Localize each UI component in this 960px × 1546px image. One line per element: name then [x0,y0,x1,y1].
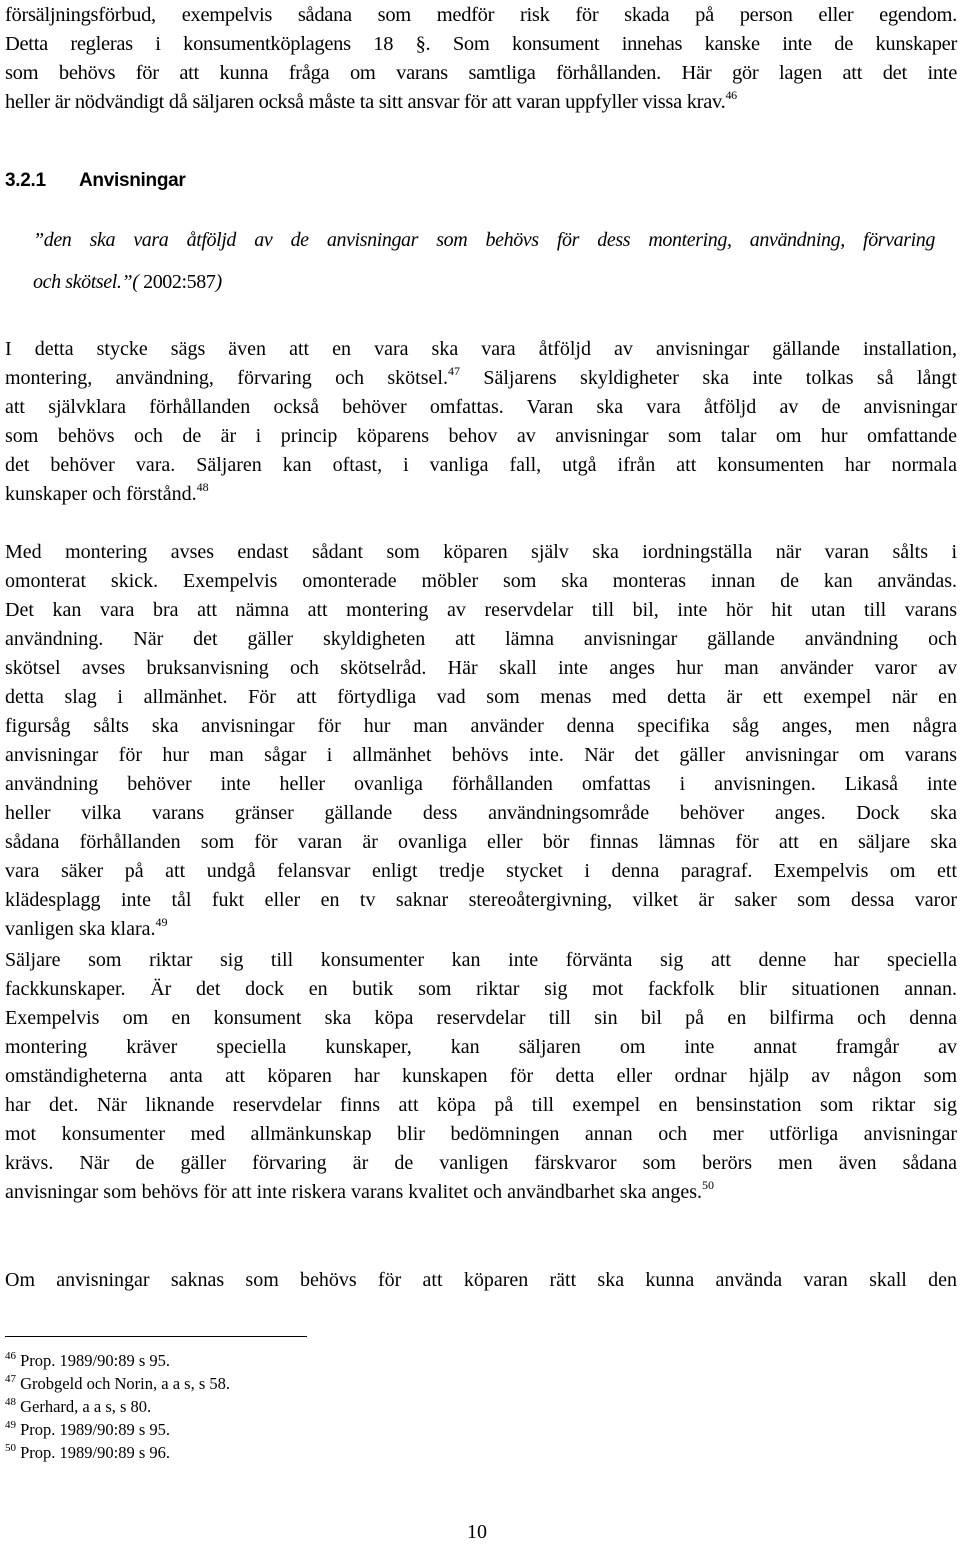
text-segment: vara säker på att undgå felansvar enligt tredje stycket i denna paragraf. Exempelvis om ett [5,860,957,882]
footnote [5,1418,230,1441]
section-number: 3.2.1 [5,170,46,191]
footnote-text: Prop. 1989/90:89 s 95. [20,1351,171,1370]
footnote-reference: 46 [725,88,737,102]
text-segment: har det. När liknande reservdelar finns att köpa på till exempel en bensinstation som riktar sig [5,1094,957,1116]
footnote-reference: 50 [702,1178,715,1192]
section-heading [5,168,186,194]
footnote [5,1372,230,1395]
text-line [5,799,957,828]
text-line [5,1178,957,1207]
text-segment: detta slag i allmänhet. För att förtydliga vad som menas med detta är ett exempel när en [5,686,957,708]
footnote [5,1441,230,1464]
text-line [5,1149,957,1178]
footnote-text: Gerhard, a a s, s 80. [20,1397,152,1416]
law-quote [33,219,935,303]
text-line [5,88,957,117]
text-line [5,770,957,799]
text-line [5,451,957,480]
footnote-number: 48 [5,1396,16,1408]
text-segment: krävs. När de gäller förvaring är de vanligen färskvaror som berörs men även sådana [5,1152,957,1174]
footnote-reference: 48 [196,480,209,494]
text-segment: montering, användning, förvaring och skötsel. [5,367,448,389]
text-line [5,857,957,886]
section-title: Anvisningar [79,170,186,191]
text-segment: Säljare som riktar sig till konsumenter kan inte förvänta sig att denne har speciella [5,949,957,971]
text-segment: Exempelvis om en konsument ska köpa reservdelar till sin bil på en bilfirma och denna [5,1007,957,1029]
footnote-number: 47 [5,1373,16,1385]
footnotes [5,1349,230,1464]
text-segment: heller är nödvändigt då säljaren också måste ta sitt ansvar för att varan uppfyller vissa krav. [5,91,726,113]
text-line [5,422,957,451]
text-segment: montering kräver speciella kunskaper, kan säljaren om inte annat framgår av [5,1036,957,1058]
text-segment: att självklara förhållanden också behöver omfattas. Varan ska vara åtföljd av de anvisningar [5,396,957,418]
quote-close: ) [215,271,222,293]
text-line [5,654,957,683]
text-segment: klädesplagg inte tål fukt eller en tv saknar stereoåtergivning, vilket är saker som dessa varor [5,889,957,911]
text-line [5,915,957,944]
text-line [5,59,957,88]
text-segment: kunskaper och förstånd. [5,483,197,505]
paragraph-1 [5,335,957,509]
text-segment: försäljningsförbud, exempelvis sådana som medför risk för skada på person eller egendom. [5,4,957,26]
text-segment: användning. När det gäller skyldigheten att lämna anvisningar gällande användning och [5,628,957,650]
text-segment: Detta regleras i konsumentköplagens 18 §. Som konsument innehas kanske inte de kunskaper [5,33,957,55]
text-segment: I detta stycke sägs även att en vara ska vara åtföljd av anvisningar gällande installation, [5,338,957,360]
text-line [5,683,957,712]
text-line [5,538,957,567]
text-line [5,712,957,741]
text-line [5,596,957,625]
text-segment: fackkunskaper. Är det dock en butik som riktar sig mot fackfolk blir situationen annan. [5,978,957,1000]
quote-text: och skötsel.”( [33,271,139,293]
paragraph-2 [5,538,957,944]
footnote [5,1395,230,1418]
footnote-reference: 47 [447,364,460,378]
text-line [5,567,957,596]
text-line [5,1062,957,1091]
footnote-reference: 49 [155,915,168,929]
text-line [5,975,957,1004]
text-line [5,393,957,422]
text-line [5,741,957,770]
text-segment: omständigheterna anta att köparen har kunskapen för detta eller ordnar hjälp av någon som [5,1065,957,1087]
text-segment: mot konsumenter med allmänkunskap blir bedömningen annan och mer utförliga anvisningar [5,1123,957,1145]
page-number: 10 [467,1521,487,1543]
text-line [5,364,957,393]
text-segment: sådana förhållanden som för varan är ovanliga eller bör finnas lämnas för att en säljare ska [5,831,957,853]
text-segment: figursåg sålts ska anvisningar för hur man använder denna specifika såg anges, men några [5,715,957,737]
text-line [5,886,957,915]
footnote-number: 46 [5,1350,16,1362]
paragraph-3 [5,946,957,1207]
footnote-separator [5,1336,307,1337]
text-segment: användning behöver inte heller ovanliga förhållanden omfattas i anvisningen. Likaså inte [5,773,957,795]
text-line [5,30,957,59]
text-line [5,1,957,30]
text-segment: det behöver vara. Säljaren kan oftast, i vanliga fall, utgå ifrån att konsumenten har normala [5,454,957,476]
text-segment: Det kan vara bra att nämna att montering av reservdelar till bil, inte hör hit utan till varans [5,599,957,621]
paragraph-intro [5,1,957,117]
text-line [5,1004,957,1033]
text-segment: anvisningar för hur man sågar i allmänhet behövs inte. När det gäller anvisningar om varans [5,744,957,766]
footnote-number: 49 [5,1419,16,1431]
text-line [5,1266,957,1295]
text-line [5,335,957,364]
text-segment: Säljarens skyldigheter ska inte tolkas så långt [459,367,957,389]
text-segment: som behövs och de är i princip köparens behov av anvisningar som talar om hur omfattande [5,425,957,447]
quote-reference: 2002:587 [138,271,216,293]
text-line [5,625,957,654]
text-segment: som behövs för att kunna fråga om varans samtliga förhållanden. Här gör lagen att det inte [5,62,957,84]
footnote [5,1349,230,1372]
footnote-text: Grobgeld och Norin, a a s, s 58. [20,1374,231,1393]
text-line [5,1091,957,1120]
quote-line [33,261,935,303]
text-line [5,480,957,509]
text-line [5,946,957,975]
text-segment: heller vilka varans gränser gällande dess användningsområde behöver anges. Dock ska [5,802,957,824]
footnote-text: Prop. 1989/90:89 s 96. [20,1443,171,1462]
footnote-text: Prop. 1989/90:89 s 95. [20,1420,171,1439]
text-segment: skötsel avses bruksanvisning och skötselråd. Här skall inte anges hur man använder varor av [5,657,957,679]
text-segment: Med montering avses endast sådant som köparen själv ska iordningställa när varan sålts i [5,541,957,563]
text-line [5,828,957,857]
quote-line: ”den ska vara åtföljd av de anvisningar som behövs för dess montering, användning, förvaring [33,229,935,251]
text-segment: Om anvisningar saknas som behövs för att köparen rätt ska kunna använda varan skall den [5,1269,957,1291]
paragraph-4 [5,1266,957,1295]
footnote-number: 50 [5,1442,16,1454]
text-line [5,1120,957,1149]
text-segment: omonterat skick. Exempelvis omonterade möbler som ska monteras innan de kan användas. [5,570,957,592]
text-segment: anvisningar som behövs för att inte riskera varans kvalitet och användbarhet ska anges. [5,1181,703,1203]
text-line [5,1033,957,1062]
text-segment: vanligen ska klara. [5,918,156,940]
